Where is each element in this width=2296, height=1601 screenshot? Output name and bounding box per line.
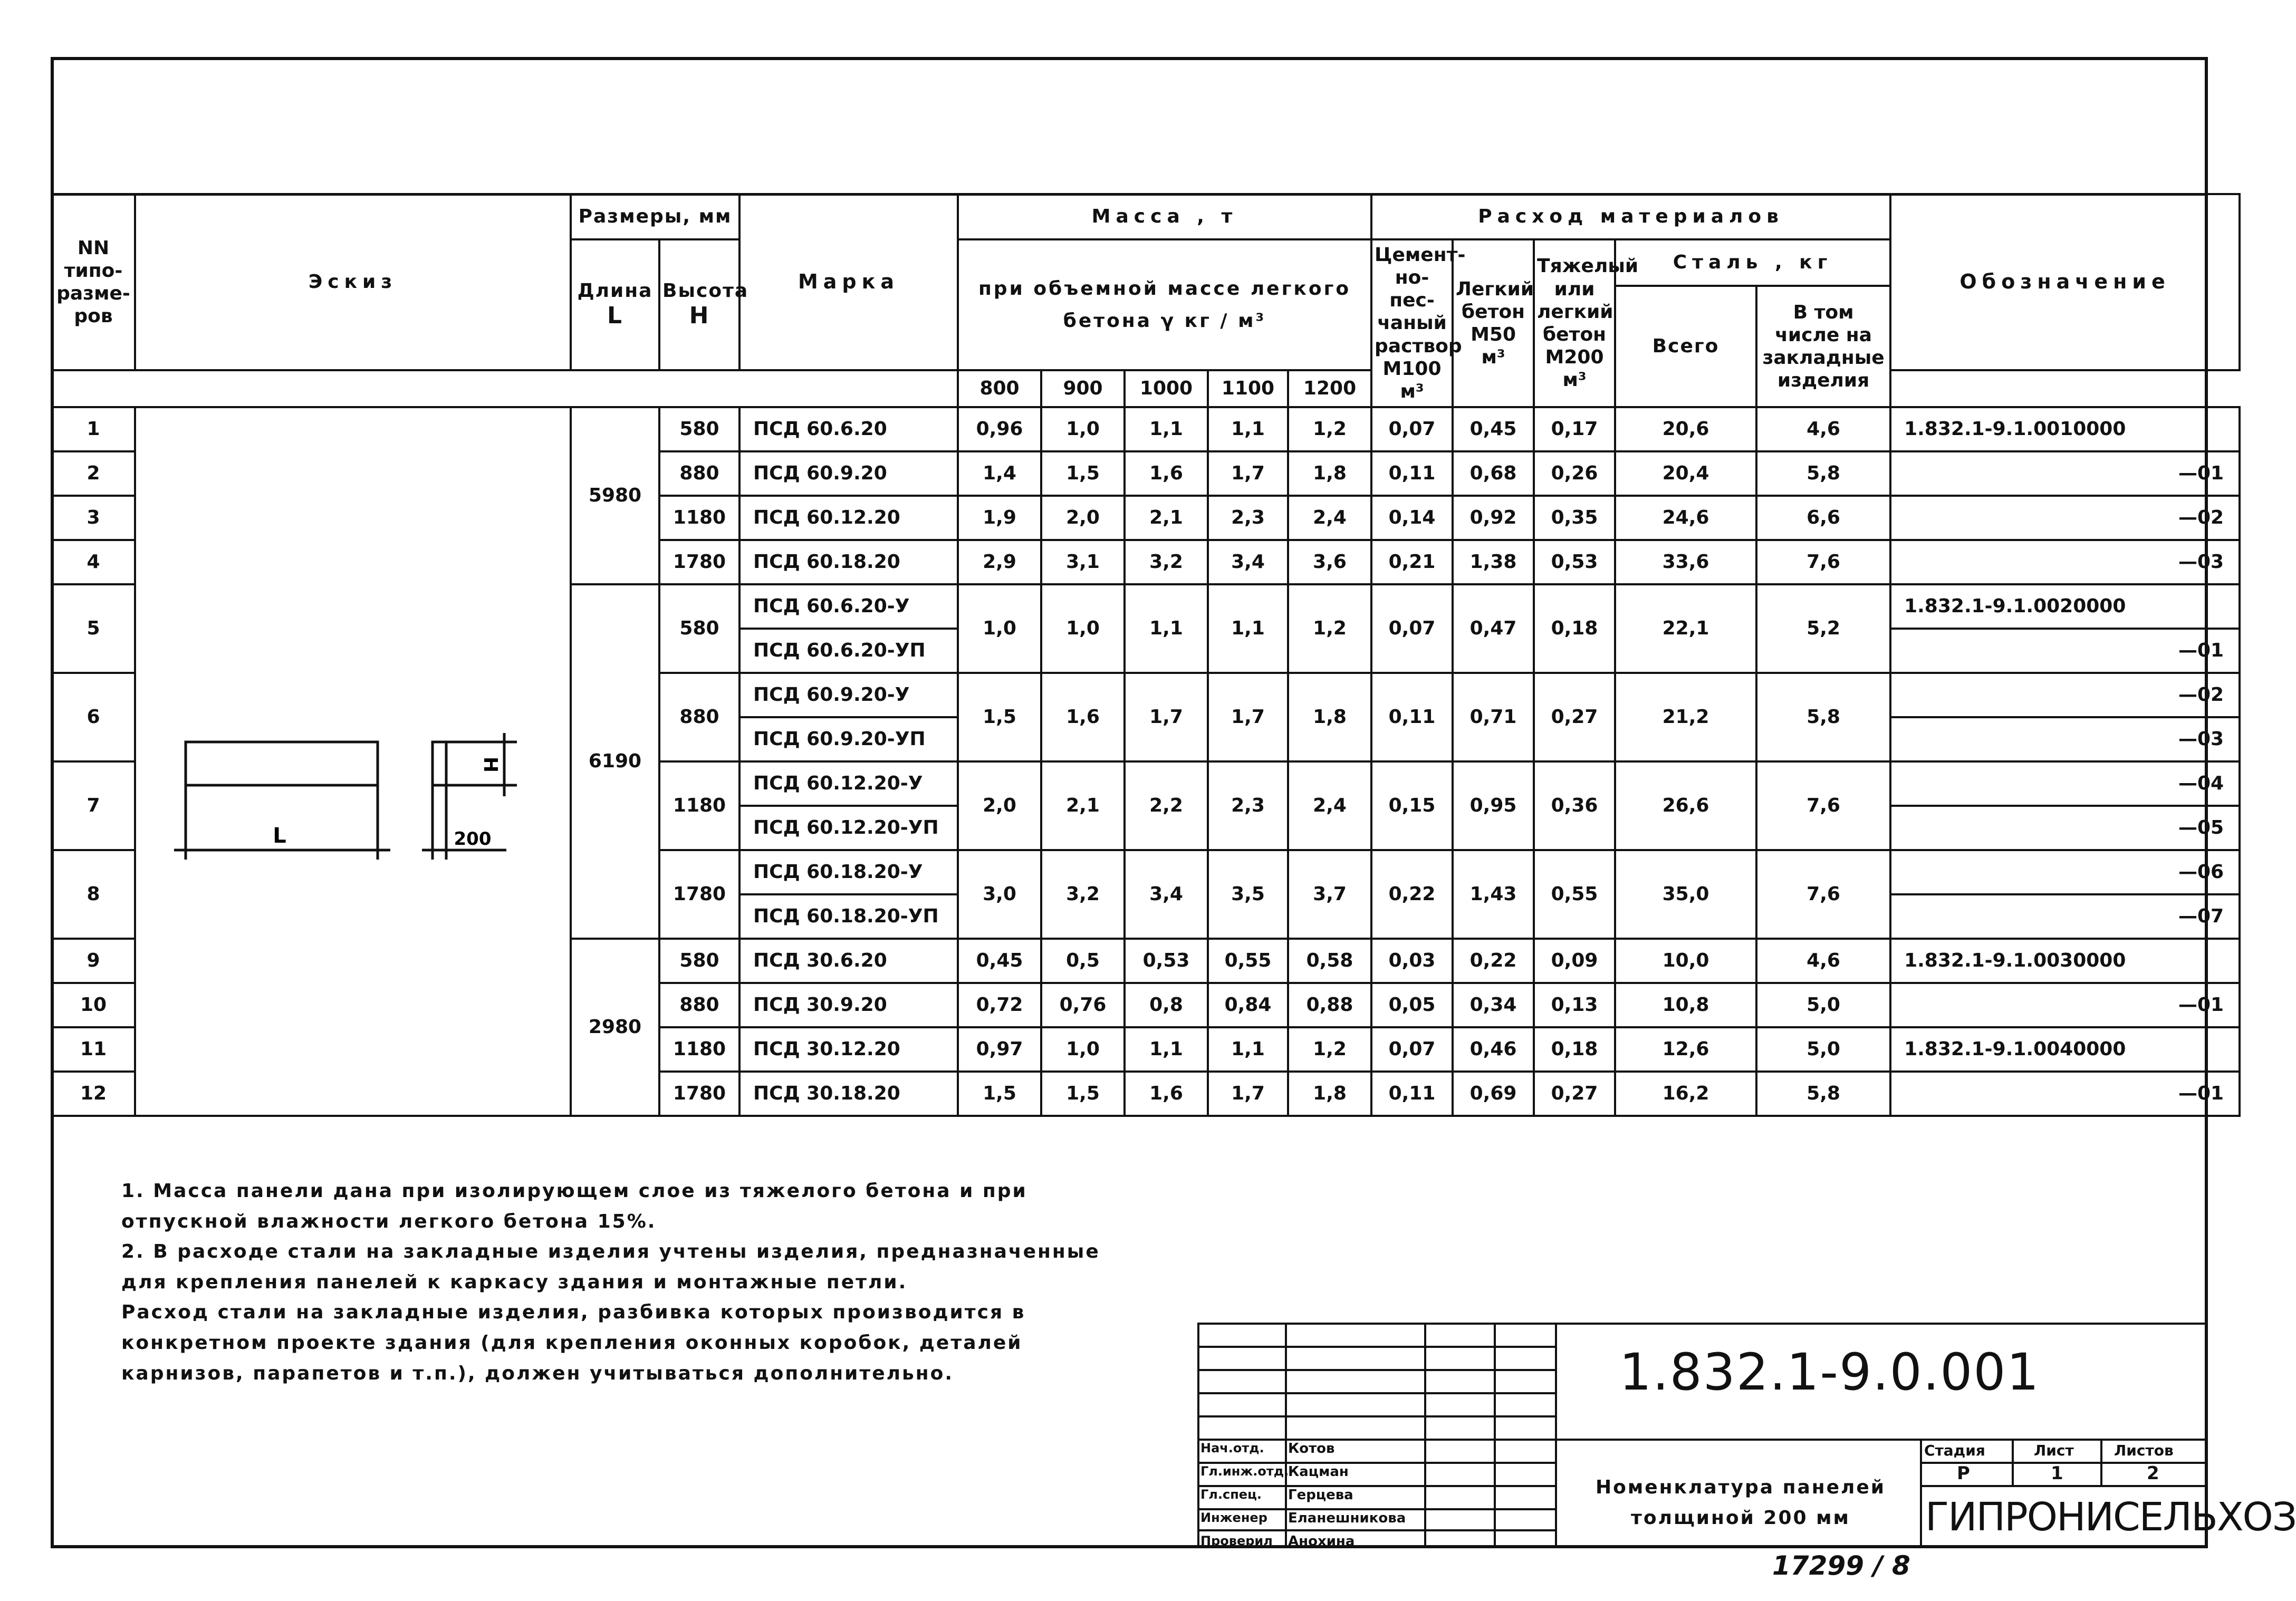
panel-length: 6190 [571, 584, 659, 939]
mass-value: 3,7 [1288, 850, 1371, 939]
mass-value: 3,4 [1125, 850, 1208, 939]
table-row [52, 407, 2240, 451]
col-heavy-concrete-header: Тяжелый или легкий бетон М200 м³ [1534, 239, 1615, 407]
row-number: 6 [52, 673, 135, 761]
mass-value: 2,0 [1041, 496, 1125, 540]
designation: —07 [1890, 894, 2240, 939]
designation: 1.832.1-9.1.0040000 [1890, 1027, 2240, 1072]
col-steel-total-header: Всего [1615, 286, 1756, 407]
panel-mark: ПСД 60.6.20 [739, 407, 958, 451]
mass-value: 1,2 [1288, 584, 1371, 673]
panel-mark: ПСД 30.18.20 [739, 1072, 958, 1116]
steel-total: 16,2 [1615, 1072, 1756, 1116]
panel-height: 1180 [659, 761, 739, 850]
mass-value: 0,53 [1125, 939, 1208, 983]
heavy-concrete-volume: 0,35 [1534, 496, 1615, 540]
steel-embedded: 5,0 [1756, 1027, 1890, 1072]
sheet-title: Номенклатура панелей толщиной 200 мм [1595, 1477, 1886, 1529]
cement-volume: 0,07 [1371, 1027, 1453, 1072]
mass-value: 1,1 [1208, 407, 1288, 451]
panel-mark: ПСД 60.6.20-УП [739, 629, 958, 673]
col-steel-embed-header: В том числе на закладные изделия [1756, 286, 1890, 407]
panel-height: 1780 [659, 540, 739, 584]
steel-embedded: 5,2 [1756, 584, 1890, 673]
col-mass-sub-header: при объемной массе легкого бетона γ кг / м³ [958, 239, 1371, 370]
light-concrete-volume: 0,46 [1453, 1027, 1534, 1072]
mass-value: 1,6 [1041, 673, 1125, 761]
mass-value: 0,96 [958, 407, 1041, 451]
steel-total: 26,6 [1615, 761, 1756, 850]
light-concrete-volume: 0,95 [1453, 761, 1534, 850]
designation: —02 [1890, 673, 2240, 717]
steel-total: 24,6 [1615, 496, 1756, 540]
mass-value: 1,2 [1288, 1027, 1371, 1072]
mass-value: 1,1 [1125, 407, 1208, 451]
mass-value: 0,58 [1288, 939, 1371, 983]
panel-mark: ПСД 30.6.20 [739, 939, 958, 983]
mass-value: 0,8 [1125, 983, 1208, 1027]
panel-height: 880 [659, 673, 739, 761]
mass-value: 1,5 [958, 673, 1041, 761]
heavy-concrete-volume: 0,53 [1534, 540, 1615, 584]
mass-value: 0,88 [1288, 983, 1371, 1027]
mass-value: 1,0 [1041, 1027, 1125, 1072]
designation: —01 [1890, 451, 2240, 496]
panel-elevation-outline [186, 742, 378, 785]
stamp-name: Анохина [1288, 1534, 1355, 1549]
designation: —03 [1890, 717, 2240, 761]
mass-value: 0,55 [1208, 939, 1288, 983]
mass-value: 1,6 [1125, 451, 1208, 496]
panel-height: 580 [659, 939, 739, 983]
mass-value: 1,5 [1041, 451, 1125, 496]
cement-volume: 0,22 [1371, 850, 1453, 939]
sheet-number: 17299 / 8 [1772, 1550, 1910, 1581]
mass-value: 1,1 [1208, 1027, 1288, 1072]
density-1100-header: 1100 [1208, 370, 1288, 407]
panel-height: 880 [659, 451, 739, 496]
light-concrete-volume: 0,34 [1453, 983, 1534, 1027]
stamp-role: Инженер [1200, 1510, 1267, 1525]
mass-value: 1,1 [1125, 1027, 1208, 1072]
heavy-concrete-volume: 0,27 [1534, 1072, 1615, 1116]
mass-value: 2,3 [1208, 761, 1288, 850]
mass-value: 0,72 [958, 983, 1041, 1027]
light-concrete-volume: 0,45 [1453, 407, 1534, 451]
steel-embedded: 7,6 [1756, 761, 1890, 850]
mass-value: 2,4 [1288, 496, 1371, 540]
mass-value: 2,1 [1125, 496, 1208, 540]
mass-value: 1,6 [1125, 1072, 1208, 1116]
row-number: 3 [52, 496, 135, 540]
light-concrete-volume: 0,47 [1453, 584, 1534, 673]
panel-height: 1180 [659, 496, 739, 540]
mass-value: 0,45 [958, 939, 1041, 983]
mass-value: 1,4 [958, 451, 1041, 496]
heavy-concrete-volume: 0,26 [1534, 451, 1615, 496]
steel-embedded: 7,6 [1756, 540, 1890, 584]
sheet-value: 1 [2051, 1463, 2063, 1484]
heavy-concrete-volume: 0,09 [1534, 939, 1615, 983]
cement-volume: 0,07 [1371, 407, 1453, 451]
mass-value: 3,6 [1288, 540, 1371, 584]
heavy-concrete-volume: 0,18 [1534, 584, 1615, 673]
heavy-concrete-volume: 0,17 [1534, 407, 1615, 451]
stamp-name: Герцева [1288, 1487, 1353, 1503]
mass-value: 1,7 [1208, 1072, 1288, 1116]
sketch-thickness-label: 200 [454, 828, 492, 850]
mass-value: 0,76 [1041, 983, 1125, 1027]
panel-mark: ПСД 60.18.20 [739, 540, 958, 584]
stamp-role: Нач.отд. [1200, 1441, 1264, 1455]
mass-value: 2,4 [1288, 761, 1371, 850]
light-concrete-volume: 0,68 [1453, 451, 1534, 496]
general-notes [121, 1176, 1123, 1388]
stamp-role: Гл.спец. [1200, 1487, 1262, 1502]
row-number: 9 [52, 939, 135, 983]
col-length-header: Длина L [571, 239, 659, 370]
steel-embedded: 5,8 [1756, 451, 1890, 496]
col-nn-header: NN типо-разме-ров [52, 194, 135, 370]
stamp-role: Гл.инж.отд. [1200, 1464, 1289, 1479]
cement-volume: 0,05 [1371, 983, 1453, 1027]
col-mass-header: Масса , т [958, 194, 1371, 239]
sheet-header: Лист [2034, 1442, 2074, 1459]
row-number: 2 [52, 451, 135, 496]
panel-section-outline [433, 742, 446, 785]
mass-value: 1,8 [1288, 451, 1371, 496]
panel-sketch [174, 722, 543, 881]
light-concrete-volume: 0,69 [1453, 1072, 1534, 1116]
panel-mark: ПСД 60.6.20-У [739, 584, 958, 629]
mass-value: 1,0 [1041, 584, 1125, 673]
light-concrete-volume: 0,92 [1453, 496, 1534, 540]
panel-length: 2980 [571, 939, 659, 1116]
row-number: 10 [52, 983, 135, 1027]
sketch-length-label: L [273, 824, 286, 848]
mass-value: 1,7 [1208, 673, 1288, 761]
mass-value: 2,3 [1208, 496, 1288, 540]
col-cement-header: Цемент-но-пес-чаный раствор М100 м³ [1371, 239, 1453, 407]
document-code: 1.832.1-9.0.001 [1619, 1343, 2040, 1402]
mass-value: 1,5 [1041, 1072, 1125, 1116]
steel-total: 35,0 [1615, 850, 1756, 939]
steel-total: 10,0 [1615, 939, 1756, 983]
panel-mark: ПСД 60.12.20 [739, 496, 958, 540]
col-sketch-header: Эскиз [135, 194, 571, 370]
panel-length: 5980 [571, 407, 659, 584]
panel-mark: ПСД 60.9.20-У [739, 673, 958, 717]
steel-total: 20,4 [1615, 451, 1756, 496]
steel-embedded: 4,6 [1756, 407, 1890, 451]
row-number: 5 [52, 584, 135, 673]
panel-height: 880 [659, 983, 739, 1027]
mass-value: 2,1 [1041, 761, 1125, 850]
heavy-concrete-volume: 0,13 [1534, 983, 1615, 1027]
sketch-height-label: H [479, 756, 501, 773]
mass-value: 1,7 [1208, 451, 1288, 496]
density-1200-header: 1200 [1288, 370, 1371, 407]
stage-value: Р [1957, 1463, 1970, 1484]
designation: 1.832.1-9.1.0020000 [1890, 584, 2240, 629]
mass-value: 3,0 [958, 850, 1041, 939]
designation: —02 [1890, 496, 2240, 540]
steel-total: 21,2 [1615, 673, 1756, 761]
panel-height: 580 [659, 407, 739, 451]
title-block [1197, 1323, 2296, 1549]
panel-mark: ПСД 30.12.20 [739, 1027, 958, 1072]
panel-mark: ПСД 60.9.20-УП [739, 717, 958, 761]
cement-volume: 0,03 [1371, 939, 1453, 983]
col-light-concrete-header: Легкий бетон М50 м³ [1453, 239, 1534, 407]
panel-height: 1780 [659, 850, 739, 939]
steel-embedded: 7,6 [1756, 850, 1890, 939]
panel-spec-table [51, 193, 2241, 1117]
mass-value: 1,7 [1125, 673, 1208, 761]
col-materials-header: Расход материалов [1371, 194, 1890, 239]
sheets-header: Листов [2114, 1442, 2174, 1459]
steel-total: 12,6 [1615, 1027, 1756, 1072]
steel-embedded: 6,6 [1756, 496, 1890, 540]
mass-value: 1,9 [958, 496, 1041, 540]
panel-mark: ПСД 60.12.20-У [739, 761, 958, 806]
col-steel-header: Сталь , кг [1615, 239, 1890, 286]
row-number: 4 [52, 540, 135, 584]
mass-value: 1,8 [1288, 1072, 1371, 1116]
stage-header: Стадия [1924, 1442, 1985, 1459]
row-number: 12 [52, 1072, 135, 1116]
cement-volume: 0,11 [1371, 673, 1453, 761]
mass-value: 1,2 [1288, 407, 1371, 451]
mass-value: 0,84 [1208, 983, 1288, 1027]
density-800-header: 800 [958, 370, 1041, 407]
mass-value: 1,8 [1288, 673, 1371, 761]
mass-value: 3,2 [1041, 850, 1125, 939]
mass-value: 0,5 [1041, 939, 1125, 983]
col-sizes-header: Размеры, мм [571, 194, 739, 239]
steel-embedded: 5,8 [1756, 673, 1890, 761]
panel-height: 1180 [659, 1027, 739, 1072]
designation: —06 [1890, 850, 2240, 894]
mass-value: 3,5 [1208, 850, 1288, 939]
heavy-concrete-volume: 0,18 [1534, 1027, 1615, 1072]
row-number: 11 [52, 1027, 135, 1072]
steel-embedded: 5,8 [1756, 1072, 1890, 1116]
mass-value: 3,4 [1208, 540, 1288, 584]
note-1: 1. Масса панели дана при изолирующем слое из тяжелого бетона и при отпускной влажности легкого бетона 15%. [121, 1180, 1027, 1232]
stamp-name: Кацман [1288, 1464, 1349, 1480]
row-number: 7 [52, 761, 135, 850]
cement-volume: 0,07 [1371, 584, 1453, 673]
light-concrete-volume: 1,43 [1453, 850, 1534, 939]
stamp-name: Котов [1288, 1441, 1335, 1457]
col-mark-header: Марка [739, 194, 958, 370]
designation: —01 [1890, 1072, 2240, 1116]
steel-total: 22,1 [1615, 584, 1756, 673]
light-concrete-volume: 0,71 [1453, 673, 1534, 761]
light-concrete-volume: 1,38 [1453, 540, 1534, 584]
mass-value: 3,2 [1125, 540, 1208, 584]
steel-total: 10,8 [1615, 983, 1756, 1027]
cement-volume: 0,11 [1371, 451, 1453, 496]
sheets-value: 2 [2147, 1463, 2159, 1484]
row-number: 8 [52, 850, 135, 939]
stamp-role: Проверил [1200, 1534, 1273, 1548]
panel-height: 1780 [659, 1072, 739, 1116]
designation: —01 [1890, 983, 2240, 1027]
designation: —01 [1890, 629, 2240, 673]
mass-value: 1,0 [958, 584, 1041, 673]
row-number: 1 [52, 407, 135, 451]
heavy-concrete-volume: 0,36 [1534, 761, 1615, 850]
light-concrete-volume: 0,22 [1453, 939, 1534, 983]
note-2-continued: Расход стали на закладные изделия, разбивка которых производится в конкретном проекте здания (для крепления оконных коробок, деталей карнизов, парапетов и т.п.), должен учитываться дополнительно. [121, 1301, 1026, 1384]
steel-embedded: 5,0 [1756, 983, 1890, 1027]
density-1000-header: 1000 [1125, 370, 1208, 407]
cement-volume: 0,11 [1371, 1072, 1453, 1116]
mass-value: 1,1 [1208, 584, 1288, 673]
mass-value: 2,9 [958, 540, 1041, 584]
stamp-name: Еланешникова [1288, 1510, 1406, 1526]
col-height-header: Высота H [659, 239, 739, 370]
panel-mark: ПСД 60.9.20 [739, 451, 958, 496]
steel-total: 20,6 [1615, 407, 1756, 451]
mass-value: 2,2 [1125, 761, 1208, 850]
mass-value: 3,1 [1041, 540, 1125, 584]
note-2: 2. В расходе стали на закладные изделия учтены изделия, предназначенные для крепления панелей к каркасу здания и монтажные петли. [121, 1241, 1100, 1293]
mass-value: 0,97 [958, 1027, 1041, 1072]
designation: —03 [1890, 540, 2240, 584]
designation: 1.832.1-9.1.0010000 [1890, 407, 2240, 451]
designation: —04 [1890, 761, 2240, 806]
heavy-concrete-volume: 0,55 [1534, 850, 1615, 939]
steel-embedded: 4,6 [1756, 939, 1890, 983]
steel-total: 33,6 [1615, 540, 1756, 584]
mass-value: 2,0 [958, 761, 1041, 850]
density-900-header: 900 [1041, 370, 1125, 407]
mass-value: 1,5 [958, 1072, 1041, 1116]
mass-value: 1,1 [1125, 584, 1208, 673]
col-designation-header: Обозначение [1890, 194, 2240, 370]
cement-volume: 0,21 [1371, 540, 1453, 584]
mass-value: 1,0 [1041, 407, 1125, 451]
cement-volume: 0,14 [1371, 496, 1453, 540]
panel-mark: ПСД 60.18.20-УП [739, 894, 958, 939]
panel-mark: ПСД 60.12.20-УП [739, 806, 958, 850]
panel-height: 580 [659, 584, 739, 673]
heavy-concrete-volume: 0,27 [1534, 673, 1615, 761]
organization-name: ГИПРОНИСЕЛЬХОЗ [1925, 1494, 2296, 1540]
cement-volume: 0,15 [1371, 761, 1453, 850]
panel-mark: ПСД 30.9.20 [739, 983, 958, 1027]
designation: 1.832.1-9.1.0030000 [1890, 939, 2240, 983]
designation: —05 [1890, 806, 2240, 850]
panel-mark: ПСД 60.18.20-У [739, 850, 958, 894]
